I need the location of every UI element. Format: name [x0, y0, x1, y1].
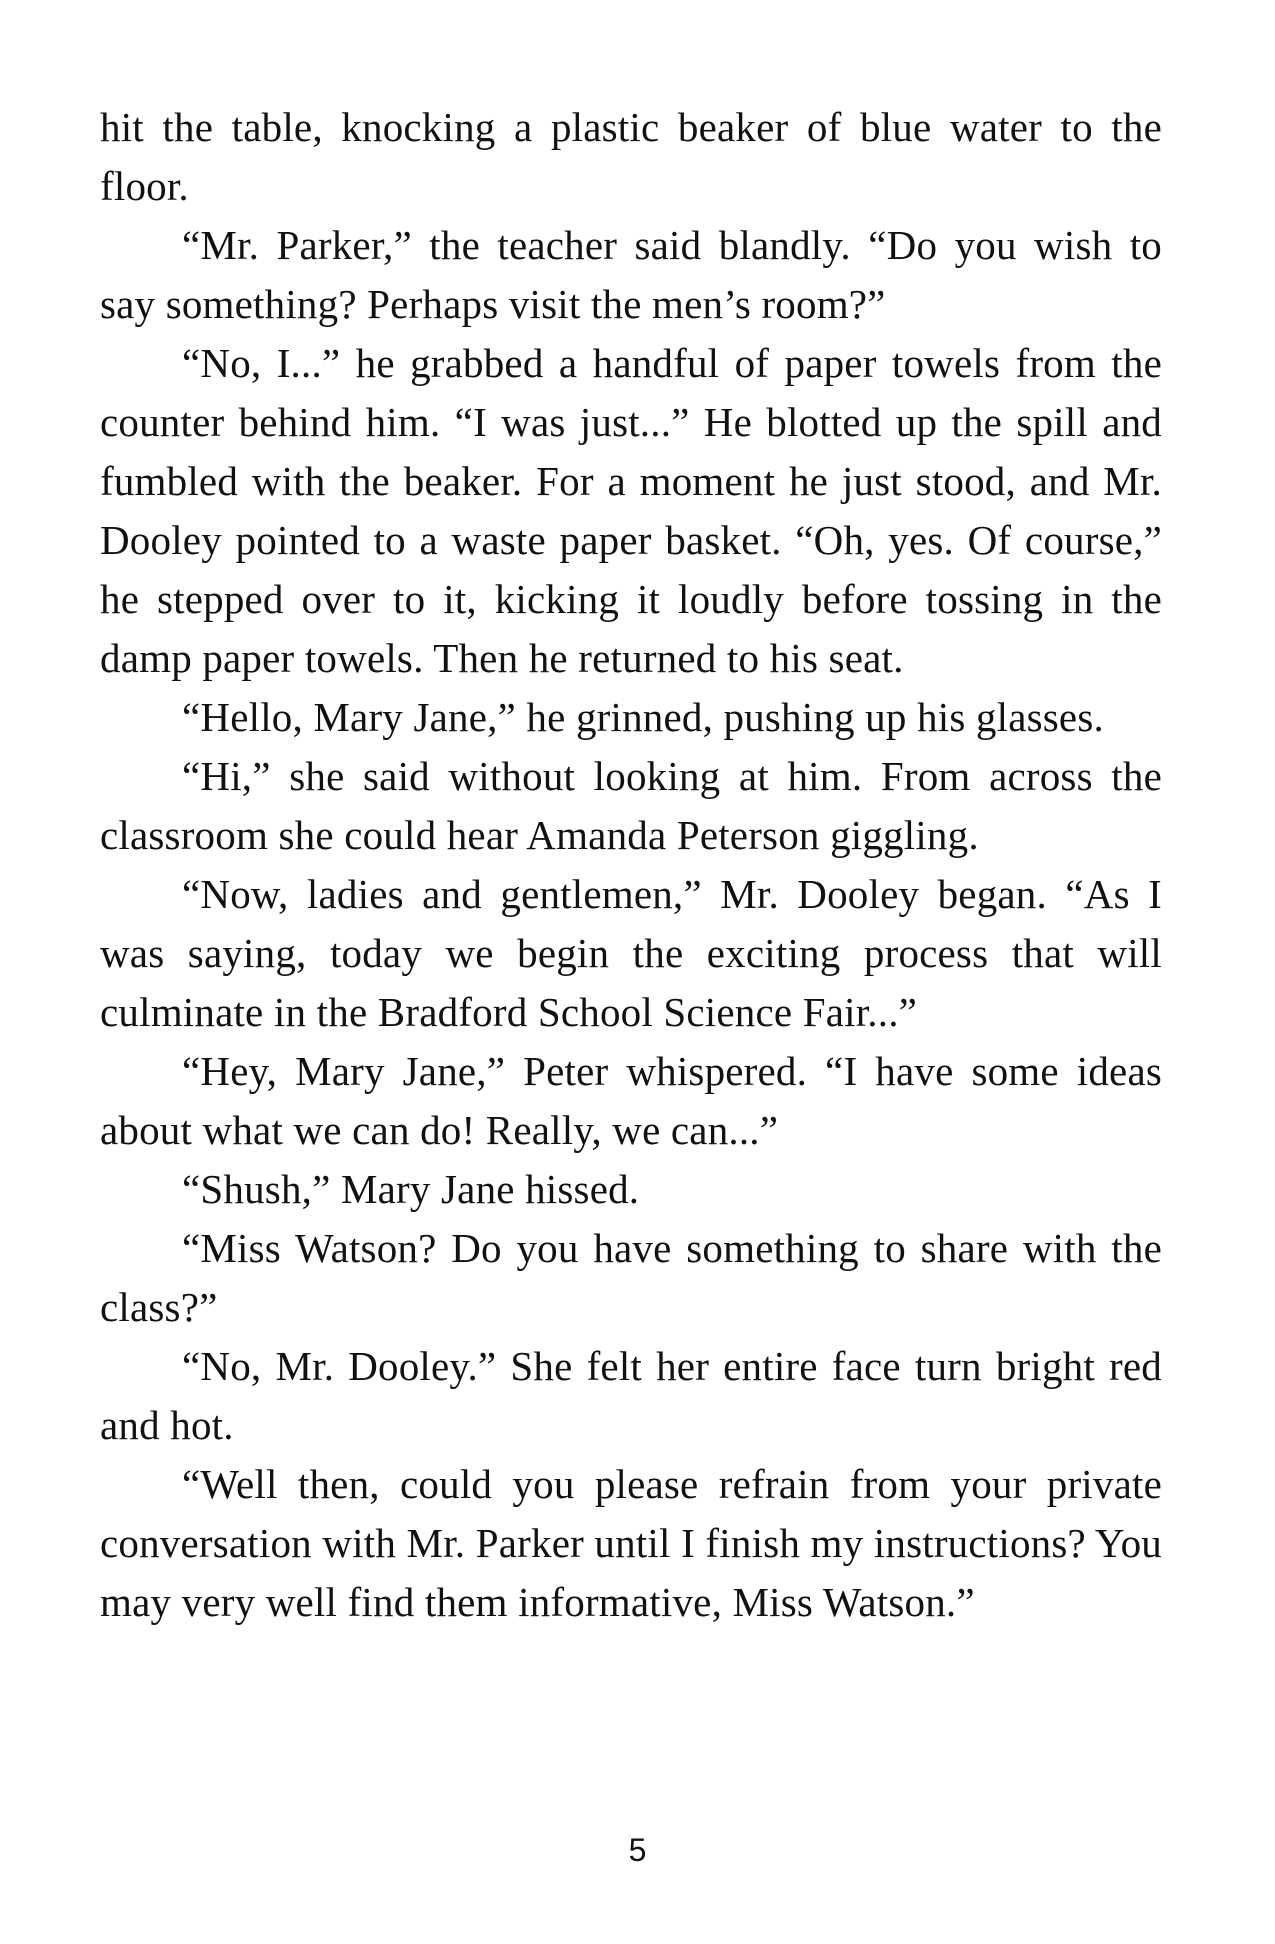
paragraph-continuation: hit the table, knocking a plastic beaker of blue water to the floor. [100, 104, 1162, 209]
paragraph: “Hi,” she said without looking at him. From across the classroom she could hear Amanda Peterson giggling. [100, 753, 1162, 858]
page-number: 5 [628, 1832, 647, 1868]
paragraph: “Hello, Mary Jane,” he grinned, pushing up his glasses. [182, 694, 1104, 740]
paragraph: “Shush,” Mary Jane hissed. [182, 1166, 640, 1212]
paragraph: “No, Mr. Dooley.” She felt her entire face turn bright red and hot. [100, 1343, 1162, 1448]
paragraph: “Hey, Mary Jane,” Peter whispered. “I have some ideas about what we can do! Really, we can...” [100, 1048, 1162, 1153]
paragraph: “Now, ladies and gentlemen,” Mr. Dooley began. “As I was saying, today we begin the exciting process that will culminate in the Bradford School Science Fair...” [100, 871, 1162, 1035]
paragraph: “Well then, could you please refrain from your private conversation with Mr. Parker until I finish my instructions? You may very well find them informative, Miss Watson.” [100, 1461, 1162, 1625]
paragraph: “Miss Watson? Do you have something to share with the class?” [100, 1225, 1162, 1330]
paragraph: “No, I...” he grabbed a handful of paper towels from the counter behind him. “I was just...” He blotted up the spill and fumbled with the beaker. For a moment he just stood, and Mr. Dooley pointed to a waste paper basket. “Oh, yes. Of course,” he stepped over to it, kicking it loudly before tossing in the damp paper towels. Then he returned to his seat. [100, 340, 1162, 681]
paragraph: “Mr. Parker,” the teacher said blandly. “Do you wish to say something? Perhaps visit the men’s room?” [100, 222, 1162, 327]
body-text [100, 98, 1162, 1632]
